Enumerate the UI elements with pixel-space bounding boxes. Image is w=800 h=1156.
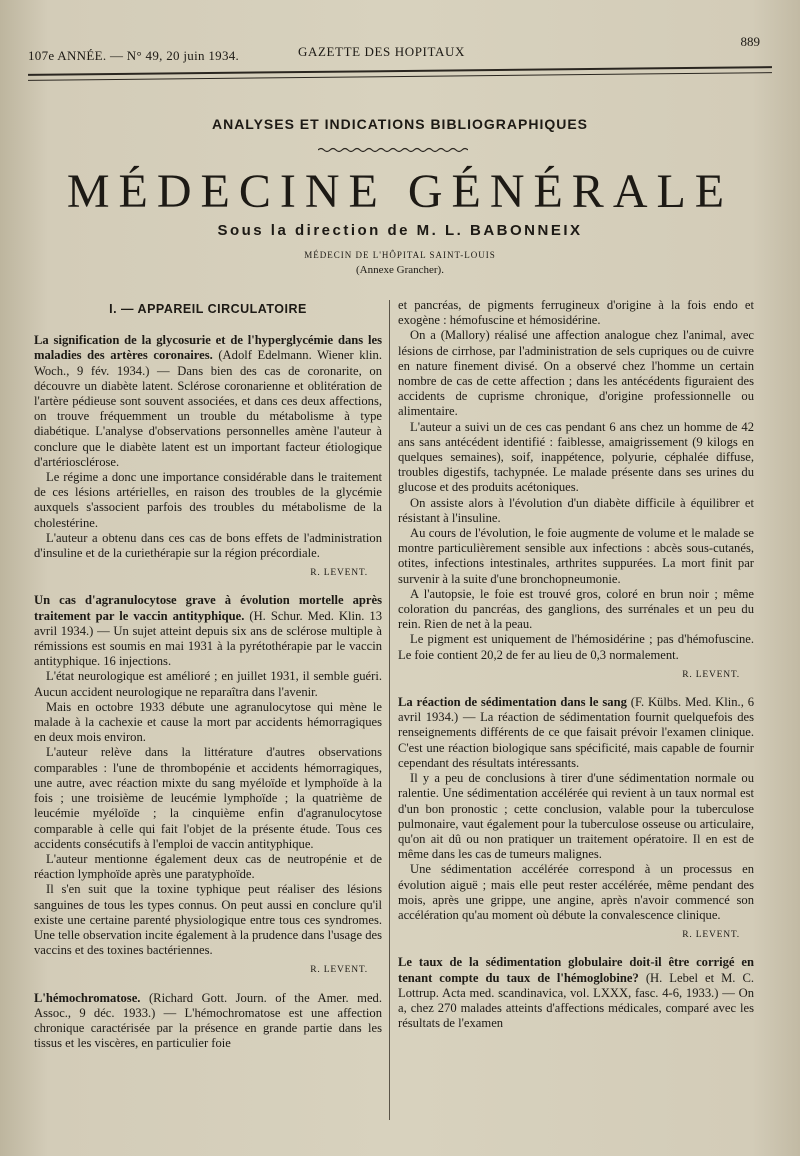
article-paragraph: L'auteur mentionne également deux cas de neutropénie et de réaction lymphoïde après une paratyphoïde. — [34, 851, 382, 882]
article-paragraph: Au cours de l'évolution, le foie augmente de volume et le malade se montre particulièrement sensible aux infections : abcès sous-cutanés, otites, infections intestinales, arthrites suppurées. La mort finit par survenir à la suite d'une bronchopneumonie. — [398, 526, 754, 586]
article-paragraph: L'auteur a suivi un de ces cas pendant 6 ans chez un homme de 42 ans sans antécédent identifié : faiblesse, amaigrissement (9 kilogs en quelques semaines), soif, inappétence, polyurie, céphalée diffuse, troubles digestifs, tachypnée. Le malade présente dans ses urines du glucose et des produits acétoniques. — [398, 419, 754, 495]
article-glycosurie — [34, 333, 382, 581]
article-body: (Adolf Edelmann. Wiener klin. Woch., 9 fév. 1934.) — Dans bien des cas de coronarite, on découvre un diabète latent. Sclérose coronarienne et oblitération de l'artère pédieuse sont souvent associées, et dans ces deux affections, on trouve fréquemment un trouble du métabolisme à type diabétique. L'analyse d'observations personnelles amène l'auteur à conclure que le diabète latent est un important facteur étiologique d'artériosclérose. — [34, 348, 383, 469]
article-body: (Richard Gott. Journ. of the Amer. med. Assoc., 9 déc. 1933.) — L'hémochromatose est une affection chronique caractérisée par la présence en grande partie dans les tissus et les viscères, en particulier foie — [34, 990, 382, 1051]
article-title: La réaction de sédimentation dans le sang — [398, 695, 627, 710]
author-signature: R. LEVENT. — [310, 568, 368, 579]
article-agranulocytose — [34, 593, 382, 978]
article-title: La signification de la glycosurie et de l'hyperglycémie dans les maladies des artères coronaires. — [34, 333, 382, 363]
article-paragraph: L'auteur relève dans la littérature d'autres observations comparables : l'une de thrombopénie et accidents hémorragiques, une autre, avec réaction mixte du sang myéloïde et lymphoïde à la fois ; une troisième de leucémie lymphoïde ; la quatrième de leucémie myéloïde ; la cinquième enfin d'agranulocytose comparable à celle qui fait l'objet de la présente étude. Tous ces accidents consécutifs à l'emploi de vaccin antityphique. — [34, 745, 382, 851]
article-paragraph: On assiste alors à l'évolution d'un diabète difficile à équilibrer et résistant à l'insuline. — [398, 495, 754, 525]
article-paragraph: Il y a peu de conclusions à tirer d'une sédimentation normale ou ralentie. Une sédimentation accélérée qui revient à un taux normal est d'un bon pronostic ; cette conclusion, valable pour la tuberculose pulmonaire, vaut également pour la tuberculose osseuse ou articulaire, qu'on ait dû ou non pratiquer un traitement opératoire. Il en est de même dans les cas de tumeurs malignes. — [398, 771, 754, 862]
section-subhead: I. — APPAREIL CIRCULATOIRE — [109, 302, 307, 316]
article-paragraph: L'auteur a obtenu dans ces cas de bons effets de l'administration d'insuline et de la curiethérapie sur la région précordiale. — [34, 530, 382, 561]
left-column — [34, 296, 382, 1051]
article-title: Un cas d'agranulocytose grave à évolution mortelle après traitement par le vaccin antityphique. — [34, 593, 382, 623]
page-title: MÉDECINE GÉNÉRALE — [66, 165, 734, 218]
editor-annex: (Annexe Grancher). — [356, 264, 444, 276]
section-kicker: ANALYSES ET INDICATIONS BIBLIOGRAPHIQUES — [211, 116, 589, 132]
column-divider — [389, 300, 390, 1120]
right-column — [398, 298, 754, 1031]
article-paragraph: A l'autopsie, le foie est trouvé gros, coloré en brun noir ; même coloration du pancréas, des ganglions, des surrénales et un peu du rein. Rien de net à la peau. — [398, 586, 754, 632]
direction-line: Sous la direction de M. L. BABONNEIX — [217, 222, 583, 239]
article-sedimentation — [398, 695, 754, 943]
ornament-wave-icon — [318, 146, 468, 154]
article-hemochromatose — [34, 991, 382, 1052]
article-paragraph: On a (Mallory) réalisé une affection analogue chez l'animal, avec lésions de cirrhose, par l'administration de sels cupriques ou de cuivre en nature finement divisé. On a observé chez l'homme un certain nombre de cas de cette affection ; dans les antécédents figuraient des accidents de cuprisme chronique, d'origine professionnelle ou alimentaire. — [398, 328, 754, 419]
article-paragraph: Une sédimentation accélérée correspond à un processus en évolution aiguë ; mais elle peut rester accélérée, même pendant des mois, après une grippe, une angine, après n'avoir commencé son accélération qu'au moment où débute la convalescence clinique. — [398, 862, 754, 922]
article-paragraph: Le régime a donc une importance considérable dans le traitement de ces lésions artérielles, en raison des troubles de la glycémie auxquels s'associent parfois des troubles du métabolisme de la cholestérine. — [34, 470, 382, 530]
author-signature: R. LEVENT. — [310, 965, 368, 976]
editor-affiliation: MÉDECIN DE L'HÔPITAL SAINT-LOUIS — [304, 250, 496, 260]
page-number: 889 — [740, 34, 760, 49]
article-taux-sedimentation — [398, 955, 754, 1031]
article-paragraph: Mais en octobre 1933 débute une agranulocytose qui mène le malade à la cachexie et cause la mort par accidents hémorragiques en deux mois environ. — [34, 699, 382, 745]
author-signature: R. LEVENT. — [682, 669, 740, 680]
article-body: (F. Külbs. Med. Klin., 6 avril 1934.) — La réaction de sédimentation fournit quelquefois des renseignements différents de ce que faisait prévoir l'examen clinique. C'est une réaction biologique sans spécificité, mais capable de fournir cependant des résultats intéressants. — [398, 695, 755, 770]
article-body: (H. Schur. Med. Klin. 13 avril 1934.) — Un sujet atteint depuis six ans de sclérose multiple à rémissions est soumis en mai 1931 à la pyrétothérapie par le vaccin antityphique. 16 injections. — [34, 608, 382, 669]
article-title: L'hémochromatose. — [34, 990, 141, 1005]
article-paragraph: et pancréas, de pigments ferrugineux d'origine à la fois endo et exogène : hémofuscine et hémosidérine. — [398, 298, 754, 328]
article-paragraph: Il s'en suit que la toxine typhique peut réaliser des lésions sanguines de tous les types connus. On peut aussi en conclure qu'il existe une certaine parenté physiologique entre tous ces syndromes. Une telle observation incite également à la prudence dans l'usage des vaccins et des toxines bactériennes. — [34, 882, 382, 958]
article-paragraph: Le pigment est uniquement de l'hémosidérine ; pas d'hémofuscine. Le foie contient 20,2 de fer au lieu de 0,3 normalement. — [398, 632, 754, 662]
article-paragraph: L'état neurologique est amélioré ; en juillet 1931, il semble guéri. Aucun accident neurologique ne reparaîtra dans l'avenir. — [34, 669, 382, 699]
running-header — [28, 34, 772, 70]
journal-name: GAZETTE DES HOPITAUX — [298, 44, 465, 59]
author-signature: R. LEVENT. — [682, 930, 740, 941]
article-title: Le taux de la sédimentation globulaire doit-il être corrigé en tenant compte du taux de l'hémoglobine? — [398, 955, 754, 985]
edition-line: 107e ANNÉE. — N° 49, 20 juin 1934. — [28, 48, 240, 63]
article-body: (H. Lebel et M. C. Lottrup. Acta med. scandinavica, vol. LXXX, fasc. 4-6, 1933.) — On a, chez 270 malades atteints d'affections médicales, comparé avec les résultats de l'examen — [398, 970, 755, 1031]
